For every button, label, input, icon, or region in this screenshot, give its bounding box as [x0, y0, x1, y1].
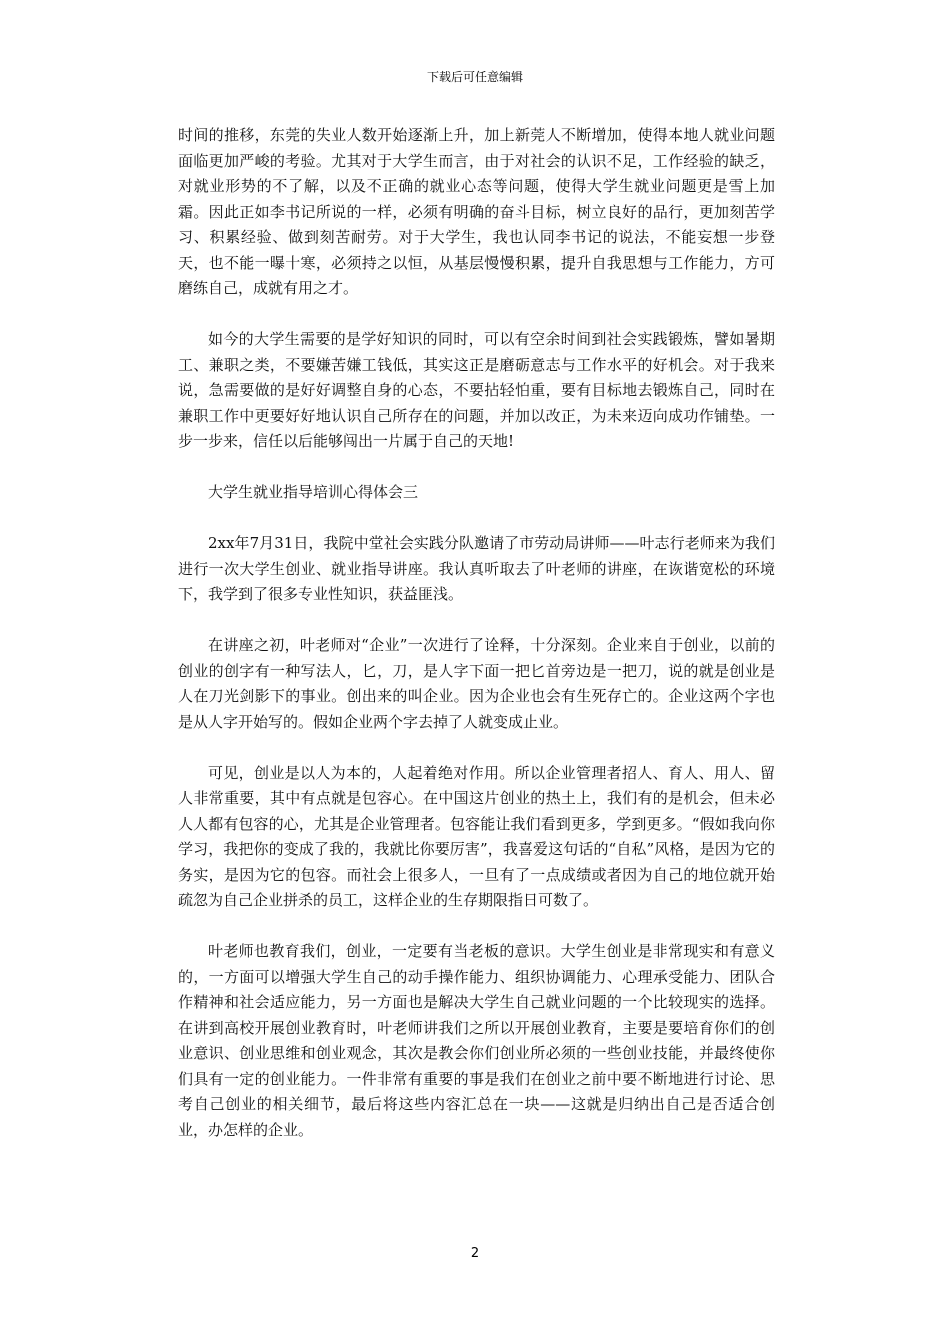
paragraph: 在讲座之初，叶老师对“企业”一次进行了诠释，十分深刻。企业来自于创业，以前的创业的创字有一种写法人，匕，刀，是人字下面一把匕首旁边是一把刀，说的就是创业是人在刀光剑影下的事业。创出来的叫企业。因为企业也会有生死存亡的。企业这两个字也是从人字开始写的。假如企业两个字去掉了人就变成止业。	[178, 636, 775, 731]
paragraph: 如今的大学生需要的是学好知识的同时，可以有空余时间到社会实践锻炼，譬如暑期工、兼职之类，不要嫌苦嫌工钱低，其实这正是磨砺意志与工作水平的好机会。对于我来说，急需要做的是好好调整自身的心态，不要拈轻怕重，要有目标地去锻炼自己，同时在兼职工作中更要好好地认识自己所存在的问题，并加以改正，为未来迈向成功作铺垫。一步一步来，信任以后能够闯出一片属于自己的天地!	[178, 330, 775, 450]
paragraph-continuation: 时间的推移，东莞的失业人数开始逐渐上升，加上新莞人不断增加，使得本地人就业问题面临更加严峻的考验。尤其对于大学生而言，由于对社会的认识不足，工作经验的缺乏，对就业形势的不了解，以及不正确的就业心态等问题，使得大学生就业问题更是雪上加霜。因此正如李书记所说的一样，必须有明确的奋斗目标，树立良好的品行，更加刻苦学习、积累经验、做到刻苦耐劳。对于大学生，我也认同李书记的说法，不能妄想一步登天，也不能一曝十寒，必须持之以恒，从基层慢慢积累，提升自我思想与工作能力，方可磨练自己，成就有用之才。	[178, 126, 775, 297]
page-number: 2	[470, 1246, 480, 1261]
document-body	[178, 123, 775, 1169]
paragraph: 可见，创业是以人为本的，人起着绝对作用。所以企业管理者招人、育人、用人、留人非常重要，其中有点就是包容心。在中国这片创业的热土上，我们有的是机会，但未必人人都有包容的心，尤其是企业管理者。包容能让我们看到更多，学到更多。“假如我向你学习，我把你的变成了我的，我就比你要厉害”，我喜爱这句话的“自私”风格，是因为它的务实，是因为它的包容。而社会上很多人，一旦有了一点成绩或者因为自己的地位就开始疏忽为自己企业拼杀的员工，这样企业的生存期限指日可数了。	[178, 763, 775, 909]
paragraph: 叶老师也教育我们，创业，一定要有当老板的意识。大学生创业是非常现实和有意义的，一方面可以增强大学生自己的动手操作能力、组织协调能力、心理承受能力、团队合作精神和社会适应能力，另一方面也是解决大学生自己就业问题的一个比较现实的选择。在讲到高校开展创业教育时，叶老师讲我们之所以开展创业教育，主要是要培育你们的创业意识、创业思维和创业观念，其次是教会你们创业所必须的一些创业技能，并最终使你们具有一定的创业能力。一件非常有重要的事是我们在创业之前中要不断地进行讨论、思考自己创业的相关细节，最后将这些内容汇总在一块——这就是归纳出自己是否适合创业，办怎样的企业。	[178, 942, 775, 1139]
page-header: 下载后可任意编辑	[426, 70, 523, 84]
paragraph: 2xx年7月31日，我院中堂社会实践分队邀请了市劳动局讲师——叶志行老师来为我们进行一次大学生创业、就业指导讲座。我认真听取去了叶老师的讲座，在诙谐宽松的环境下，我学到了很多专业性知识，获益匪浅。	[178, 534, 775, 603]
section-heading: 大学生就业指导培训心得体会三	[208, 483, 419, 501]
